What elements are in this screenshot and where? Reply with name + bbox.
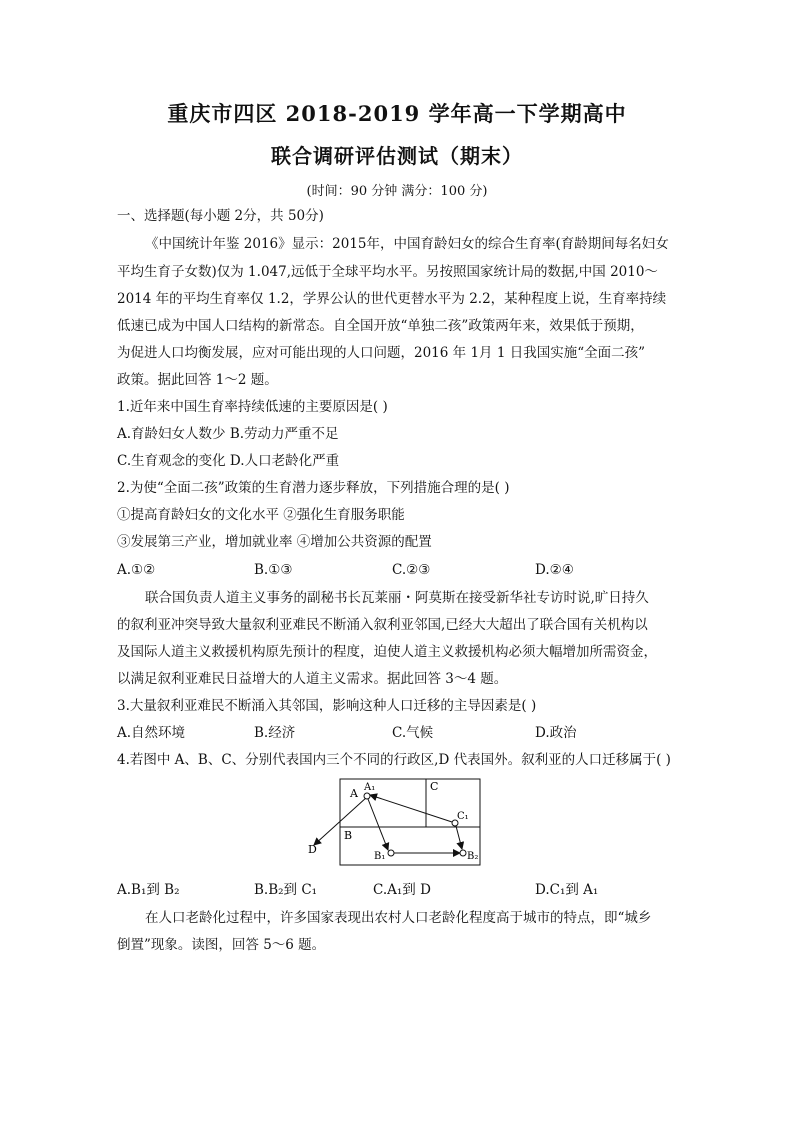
q3-option-d: D.政治 [535, 725, 577, 741]
exam-title-line1: 重庆市四区 2018-2019 学年高一下学期高中 [167, 101, 627, 126]
q2-option-b: B.①③ [254, 562, 293, 578]
q3-stem: 3.大量叙利亚难民不断涌入其邻国，影响这种人口迁移的主导因素是( ) [117, 698, 537, 714]
q2-items: ①提高育龄妇女的文化水平 ②强化生育服务职能 [117, 507, 405, 523]
passage2-line: 的叙利亚冲突导致大量叙利亚难民不断涌入叙利亚邻国,已经大大超出了联合国有关机构以 [117, 617, 648, 633]
q1-stem: 1.近年来中国生育率持续低速的主要原因是( ) [117, 399, 388, 415]
passage3-line: 倒置”现象。读图，回答 5～6 题。 [117, 937, 326, 953]
q1-options: A.育龄妇女人数少 B.劳动力严重不足 [117, 426, 339, 442]
point-b2 [460, 850, 466, 856]
passage3-line: 在人口老龄化过程中，许多国家表现出农村人口老龄化程度高于城市的特点，即“城乡 [145, 910, 652, 926]
q2-items: ③发展第三产业，增加就业率 ④增加公共资源的配置 [117, 534, 432, 550]
passage1-line: 平均生育子女数)仅为 1.047,远低于全球平均水平。另按照国家统计局的数据,中国 2010～ [117, 264, 658, 280]
passage1-line: 政策。据此回答 1～2 题。 [117, 372, 278, 388]
label-b: B [344, 829, 353, 842]
q3-option-c: C.气候 [392, 725, 434, 741]
label-d: D [308, 843, 317, 856]
q4-stem: 4.若图中 A、B、C、分别代表国内三个不同的行政区,D 代表国外。叙利亚的人口迁移属于( ) [117, 752, 671, 768]
label-b1: B₁ [374, 851, 386, 862]
passage1-line: 为促进人口均衡发展，应对可能出现的人口问题，2016 年 1月 1 日我国实施“全面二孩” [117, 345, 646, 361]
label-a1: A₁ [364, 782, 376, 793]
passage1-line: 低速已成为中国人口结构的新常态。自全国开放“单独二孩”政策两年来，效果低于预期， [117, 318, 644, 334]
q3-option-a: A.自然环境 [117, 725, 186, 741]
q2-option-d: D.②④ [535, 562, 574, 578]
exam-title-line2: 联合调研评估测试（期末） [271, 144, 523, 168]
label-b2: B₂ [467, 851, 479, 862]
label-a: A [350, 787, 358, 800]
passage1-line: 《中国统计年鉴 2016》显示：2015年，中国育龄妇女的综合生育率(育龄期间每名妇女 [145, 236, 669, 252]
passage1-line: 2014 年的平均生育率仅 1.2，学界公认的世代更替水平为 2.2，某种程度上说，生育率持续 [117, 291, 667, 307]
arrow-c1-to-b2 [456, 826, 462, 849]
q4-option-c: C.A₁到 D [373, 882, 431, 898]
label-c: C [430, 780, 439, 793]
q2-stem: 2.为使“全面二孩”政策的生育潜力逐步释放，下列措施合理的是( ) [117, 480, 510, 496]
section-heading: 一、选择题(每小题 2分，共 50分) [117, 208, 324, 224]
q4-option-d: D.C₁到 A₁ [535, 882, 599, 898]
q2-option-a: A.①② [117, 562, 156, 578]
label-c1: C₁ [457, 811, 469, 822]
q1-options: C.生育观念的变化 D.人口老龄化严重 [117, 453, 340, 469]
passage2-line: 及国际人道主义救援机构原先预计的程度，迫使人道主义救援机构必须大幅增加所需资金， [117, 644, 657, 660]
diagram-outer-border [340, 779, 480, 865]
arrow-a1-to-b1 [368, 799, 388, 850]
q2-option-c: C.②③ [392, 562, 431, 578]
migration-diagram [300, 775, 490, 870]
point-a1 [364, 793, 370, 799]
passage2-line: 以满足叙利亚难民日益增大的人道主义需求。据此回答 3～4 题。 [117, 671, 508, 687]
q3-option-b: B.经济 [254, 725, 296, 741]
q4-option-a: A.B₁到 B₂ [117, 882, 180, 898]
q4-option-b: B.B₂到 C₁ [254, 882, 318, 898]
point-b1 [388, 850, 394, 856]
exam-subtitle: (时间：90 分钟 满分：100 分) [306, 184, 488, 199]
arrow-c1-to-a1 [370, 795, 452, 822]
passage2-line: 联合国负责人道主义事务的副秘书长瓦莱丽・阿莫斯在接受新华社专访时说,旷日持久 [145, 590, 649, 606]
